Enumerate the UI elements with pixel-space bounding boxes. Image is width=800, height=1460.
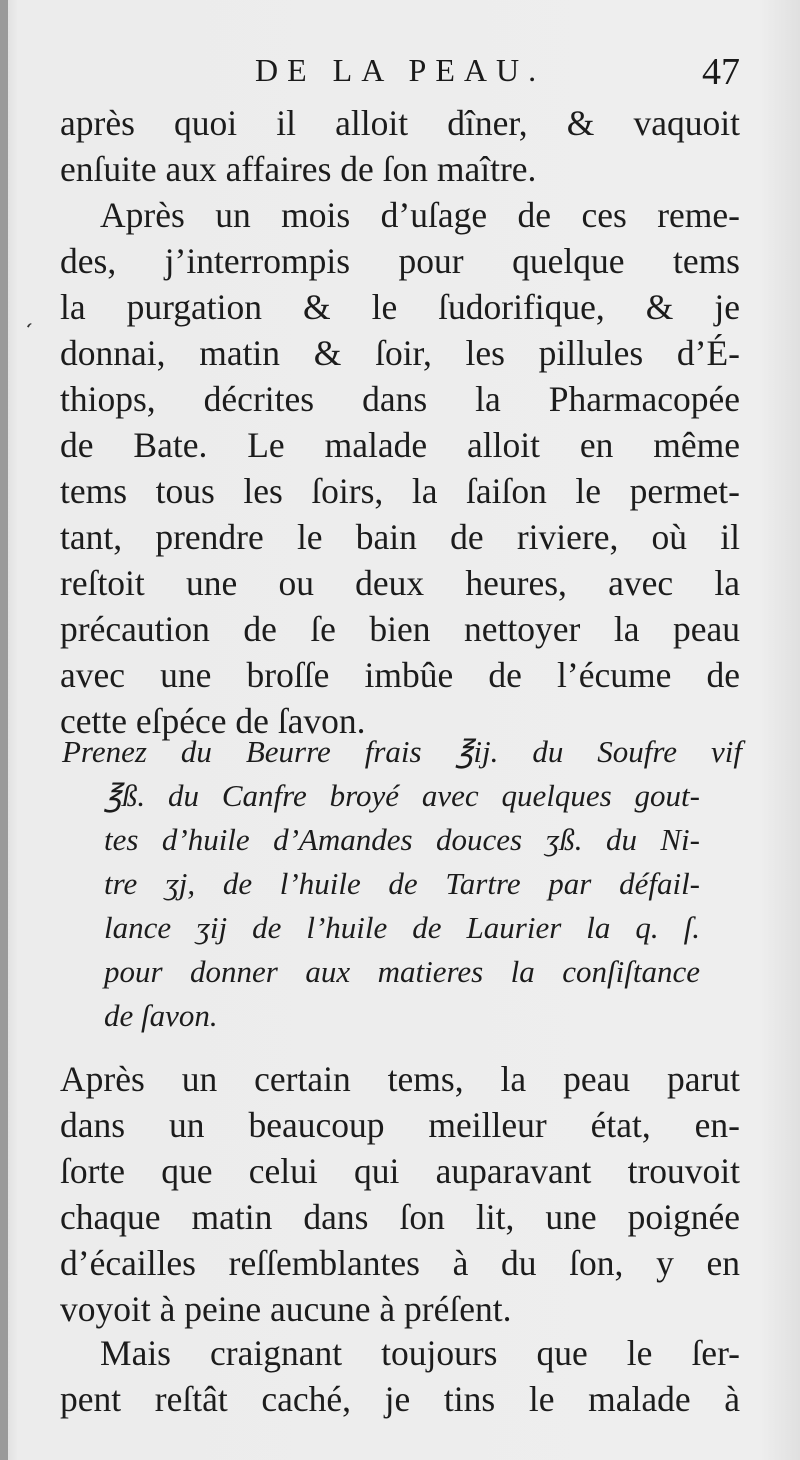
text-line: de Bate. Le malade alloit en même xyxy=(60,425,740,465)
text-line: avec une broſſe imbûe de l’écume de xyxy=(60,655,740,695)
text-line: la purgation & le ſudorifique, & je xyxy=(60,287,740,327)
running-head: DE LA PEAU. xyxy=(255,52,546,88)
recipe-line: tes d’huile d’Amandes douces ʒß. du Ni- xyxy=(104,822,700,857)
text-line: cette eſpéce de ſavon. xyxy=(60,701,366,741)
page-gutter xyxy=(0,0,8,1460)
text-line: tems tous les ſoirs, la ſaiſon le permet- xyxy=(60,471,740,511)
page-number: 47 xyxy=(702,51,740,93)
recipe-line: tre ʒj, de l’huile de Tartre par défail- xyxy=(104,866,700,901)
text-line: Après un mois d’uſage de ces reme- xyxy=(100,195,740,235)
text-line: pent reſtât caché, je tins le malade à xyxy=(60,1379,740,1419)
text-line: thiops, décrites dans la Pharmacopée xyxy=(60,379,740,419)
recipe-line: pour donner aux matieres la conſiſtance xyxy=(104,954,700,989)
text-line: des, j’interrompis pour quelque tems xyxy=(60,241,740,281)
text-line: dans un beaucoup meilleur état, en- xyxy=(60,1105,740,1145)
text-line: après quoi il alloit dîner, & vaquoit xyxy=(60,103,740,143)
margin-mark: ‘ xyxy=(20,317,35,343)
text-line: reſtoit une ou deux heures, avec la xyxy=(60,563,740,603)
text-line: Mais craignant toujours que le ſer- xyxy=(100,1333,740,1373)
recipe-line: ℥ß. du Canfre broyé avec quelques gout- xyxy=(104,778,700,813)
text-line: voyoit à peine aucune à préſent. xyxy=(60,1289,512,1329)
text-line: enſuite aux affaires de ſon maître. xyxy=(60,149,537,189)
text-line: tant, prendre le bain de riviere, où il xyxy=(60,517,740,557)
text-line: d’écailles reſſemblantes à du ſon, y en xyxy=(60,1243,740,1283)
page-header xyxy=(255,48,740,92)
text-line: chaque matin dans ſon lit, une poignée xyxy=(60,1197,740,1237)
recipe-line: lance ʒij de l’huile de Laurier la q. ſ. xyxy=(104,910,700,945)
text-line: précaution de ſe bien nettoyer la peau xyxy=(60,609,740,649)
text-line: donnai, matin & ſoir, les pillules d’É- xyxy=(60,333,740,373)
recipe-line: Prenez du Beurre frais ℥ij. du Soufre vif xyxy=(62,734,742,769)
recipe-line: de ſavon. xyxy=(104,998,218,1033)
text-line: ſorte que celui qui auparavant trouvoit xyxy=(60,1151,740,1191)
text-line: Après un certain tems, la peau parut xyxy=(60,1059,740,1099)
